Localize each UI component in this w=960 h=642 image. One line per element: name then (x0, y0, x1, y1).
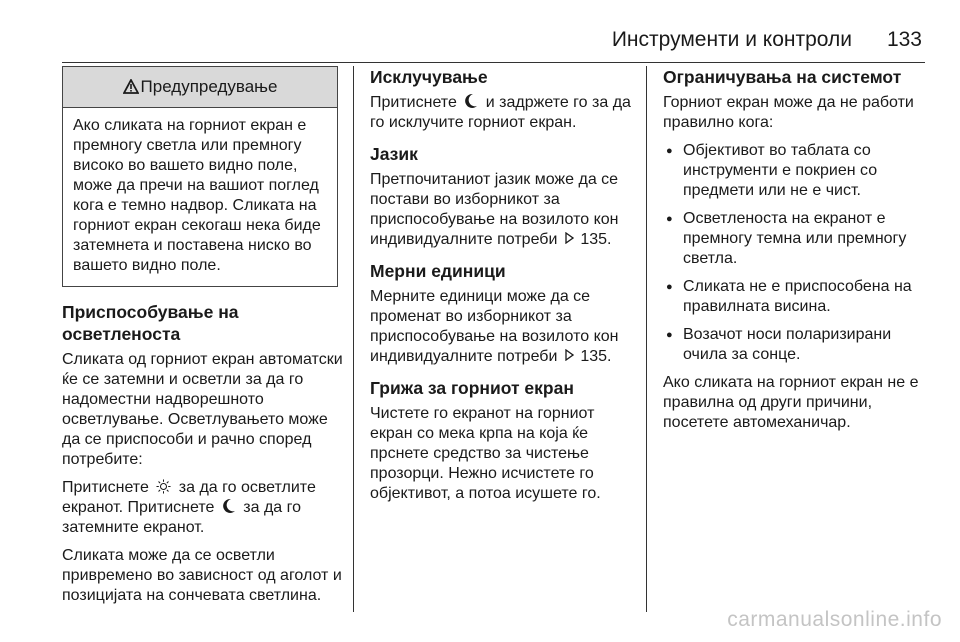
limitations-outro: Ако сликата на горниот екран не е правилна од други причини, посетете автомеханичар. (663, 374, 919, 431)
warning-box (62, 66, 338, 287)
limitations-list (663, 141, 933, 365)
page-header (0, 28, 960, 58)
column-2 (370, 66, 638, 512)
list-item: ● Осветленоста на екранот е премногу темна или премногу светла. (663, 209, 933, 269)
brightness-text: Сликата од горниот екран автоматски ќе се затемни и осветли за да го надоместни надворешното осветлување. Осветлувањето може да се приспособи и рачно според потребите: (62, 351, 343, 468)
warning-title: Предупредување (140, 77, 278, 96)
language-heading: Јазик (370, 144, 418, 164)
column-divider-2 (646, 66, 647, 612)
page-number: 133 (886, 28, 922, 51)
brightness-sun-text: Сликата може да се осветли привремено во зависност од аголот и позицијата на сончевата светлина. (62, 547, 342, 604)
limitations-intro: Горниот екран може да не работи правилно кога: (663, 94, 914, 131)
header-rule (62, 62, 925, 63)
warning-header (63, 67, 337, 108)
moon-icon (464, 93, 478, 109)
warning-text: Ако сликата на горниот екран е премногу светла или премногу високо во вашето видно поле, може да пречи на вашиот поглед кога е темно надвор. Сликата на горниот екран секогаш нека биде затемнета и поставена ниско во вашето видно поле. (73, 117, 321, 274)
section-title: Инструменти и контроли (611, 28, 852, 51)
list-item: ● Сликата не е приспособена на правилната висина. (663, 277, 933, 317)
brightness-heading: Приспособување на осветленоста (62, 302, 239, 344)
care-heading: Грижа за горниот екран (370, 378, 574, 398)
page-reference-icon (565, 232, 574, 244)
list-item: ● Возачот носи поларизирани очила за сонце. (663, 325, 933, 365)
warning-triangle-icon (123, 79, 139, 94)
off-heading: Исклучување (370, 67, 488, 87)
moon-icon (222, 498, 236, 514)
column-divider-1 (353, 66, 354, 612)
brightness-controls-text: Притиснете за да го осветлите екранот. Притиснете за да го затемните екранот. (62, 479, 316, 536)
language-text: Претпочитаниот јазик може да се постави во изборникот за приспособување на возилото кон индивидуалните потреби 135. (370, 171, 619, 248)
limitations-heading: Ограничувања на системот (663, 67, 902, 87)
column-1 (62, 66, 344, 614)
watermark: carmanualsonline.info (727, 608, 942, 631)
off-text: Притиснете и задржете го за да го исклучите горниот екран. (370, 94, 631, 131)
sun-icon (156, 479, 171, 494)
care-text: Чистете го екранот на горниот екран со мека крпа на која ќе прснете средство за чистење прозорци. Нежно исчистете го објективот, а потоа исушете го. (370, 405, 601, 502)
column-3 (663, 66, 933, 441)
units-heading: Мерни единици (370, 261, 506, 281)
list-item: ● Објективот во таблата со инструменти е покриен со предмети или не е чист. (663, 141, 933, 201)
units-text: Мерните единици може да се променат во изборникот за приспособување на возилото кон индивидуалните потреби 135. (370, 288, 619, 365)
page-reference-icon (565, 349, 574, 361)
